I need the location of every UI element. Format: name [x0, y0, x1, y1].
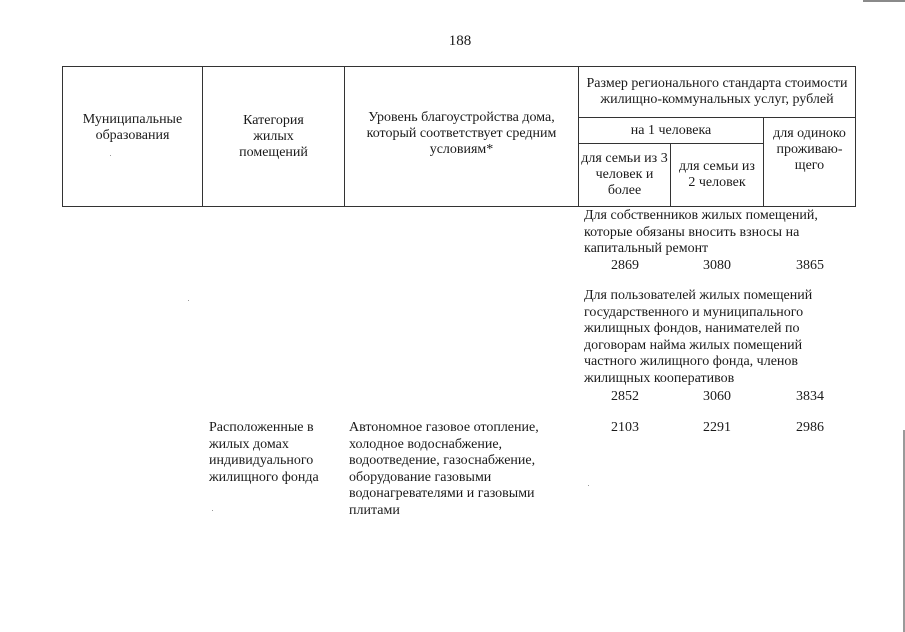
row-individual-level: Автономное газовое отопление, холодное водоснабжение, водоотведение, газоснабжение, оборудование газовыми водонагревателями и газовыми плитами: [349, 420, 539, 518]
row-owners-single: 3865: [796, 258, 824, 273]
header-municipal-label: Муниципальные образования: [82, 111, 183, 143]
header-category: [203, 67, 344, 206]
header-level: [345, 67, 578, 206]
scan-speck: [212, 510, 213, 511]
row-owners-family3: 2869: [611, 258, 639, 273]
header-municipal: [63, 67, 202, 206]
header-per-person-label: на 1 человека: [630, 122, 712, 138]
header-family3: [579, 144, 670, 206]
header-family3-label: для семьи из 3 человек и более: [581, 151, 668, 198]
header-category-label: Категория жилых помещений: [239, 112, 308, 160]
row-users-note: Для пользователей жилых помещений государственного и муниципального жилищных фондов, нанимателей по договорам найма жилых помещений частного жилищного фонда, членов жилищных кооперативов: [584, 288, 813, 386]
row-users-family2: 3060: [703, 389, 731, 404]
row-individual-family3: 2103: [611, 420, 639, 435]
row-owners-note: Для собственников жилых помещений, которые обязаны вносить взносы на капитальный ремонт: [584, 208, 818, 256]
header-standard-label: Размер регионального стандарта стоимости жилищно-коммунальных услуг, рублей: [586, 76, 848, 107]
row-individual-family2: 2291: [703, 420, 731, 435]
table-right-border: [855, 66, 856, 207]
row-individual-category: Расположенные в жилых домах индивидуального жилищного фонда: [209, 420, 319, 485]
scan-edge-top: [863, 0, 905, 2]
page-number: 188: [448, 33, 472, 49]
header-family2-label: для семьи из 2 человек: [679, 159, 755, 190]
scan-speck: [110, 155, 111, 156]
header-level-label: Уровень благоустройства дома, который соответствует средним условиям*: [366, 109, 557, 157]
header-single-label: для одиноко проживаю-щего: [773, 126, 846, 173]
row-users-family3: 2852: [611, 389, 639, 404]
header-single: [764, 118, 855, 206]
row-owners-family2: 3080: [703, 258, 731, 273]
row-individual-single: 2986: [796, 420, 824, 435]
header-standard: [579, 67, 855, 117]
scan-speck: [188, 300, 189, 301]
row-users-single: 3834: [796, 389, 824, 404]
header-per-person: [579, 118, 763, 143]
header-family2: [671, 144, 763, 206]
scan-speck: [588, 485, 589, 486]
table-bottom-border: [62, 206, 856, 207]
